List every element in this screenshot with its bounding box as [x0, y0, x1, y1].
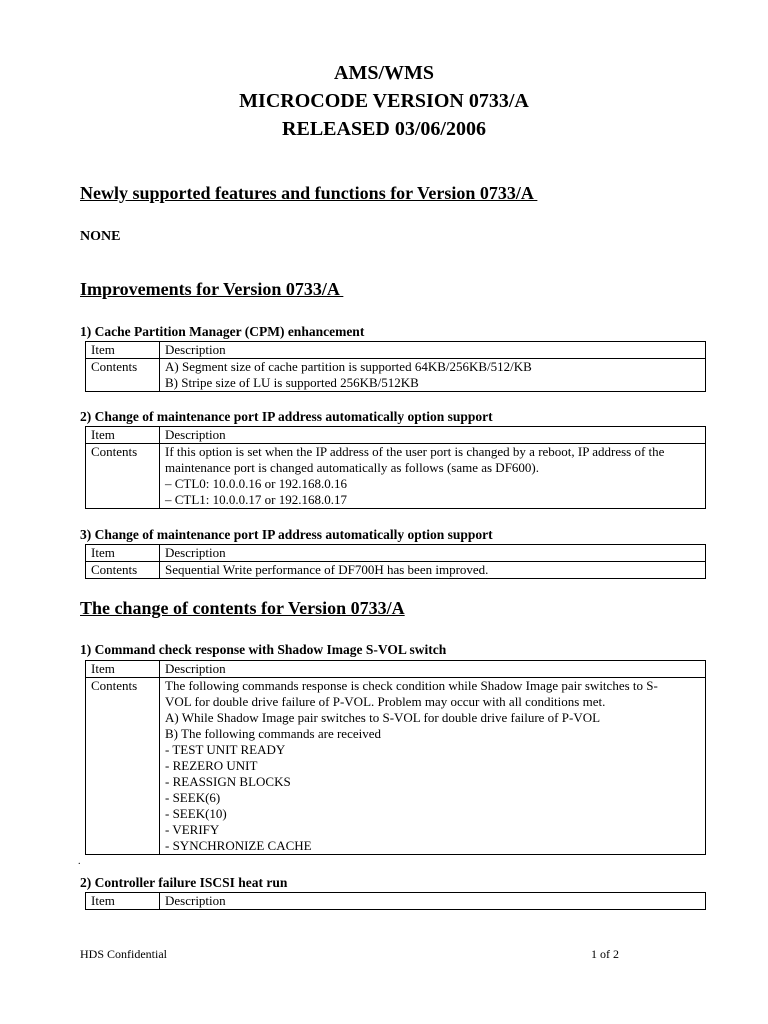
improvement-1-table	[85, 341, 706, 392]
description-line: – CTL1: 10.0.0.17 or 192.168.0.17	[165, 492, 347, 507]
table-header-item: Item	[86, 545, 160, 562]
description-line: - SYNCHRONIZE CACHE	[165, 838, 312, 853]
improvement-1-title: 1) Cache Partition Manager (CPM) enhancement	[80, 324, 365, 339]
document-title-line3: RELEASED 03/06/2006	[282, 118, 486, 140]
description-line: A) While Shadow Image pair switches to S-VOL for double drive failure of P-VOL	[165, 710, 601, 725]
table-header-description: Description	[160, 427, 706, 444]
description-line: maintenance port is changed automatically as follows (same as DF600).	[165, 460, 540, 475]
improvement-3-table	[85, 544, 706, 579]
change-2-table	[85, 892, 706, 910]
description-line: A) Segment size of cache partition is supported 64KB/256KB/512/KB	[165, 359, 532, 374]
description-line: - REZERO UNIT	[165, 758, 258, 773]
table-header-item: Item	[86, 661, 160, 678]
table-header-row	[86, 893, 706, 910]
changes-heading: The change of contents for Version 0733/A	[80, 598, 405, 618]
description-line: If this option is set when the IP address of the user port is changed by a reboot, IP address of the	[165, 444, 665, 459]
table-row-description	[160, 359, 706, 392]
table-row-label: Contents	[86, 562, 160, 579]
change-2-title: 2) Controller failure ISCSI heat run	[80, 875, 288, 890]
table-header-description: Description	[160, 893, 706, 910]
table-row-label: Contents	[86, 678, 160, 855]
table-row	[86, 678, 706, 855]
description-line: VOL for double drive failure of P-VOL. Problem may occur with all conditions met.	[165, 694, 606, 709]
table-header-item: Item	[86, 342, 160, 359]
table-row-description	[160, 562, 706, 579]
description-line: B) Stripe size of LU is supported 256KB/512KB	[165, 375, 419, 390]
table-row-description	[160, 678, 706, 855]
table-header-row	[86, 427, 706, 444]
document-title-line1: AMS/WMS	[334, 62, 434, 84]
table-row	[86, 359, 706, 392]
description-line: The following commands response is check condition while Shadow Image pair switches to S-	[165, 678, 658, 693]
new-features-heading: Newly supported features and functions for Version 0733/A	[80, 183, 538, 203]
table-row	[86, 562, 706, 579]
table-header-description: Description	[160, 661, 706, 678]
description-line: – CTL0: 10.0.0.16 or 192.168.0.16	[165, 476, 347, 491]
change-1-title: 1) Command check response with Shadow Image S-VOL switch	[80, 642, 447, 657]
new-features-body: NONE	[80, 229, 121, 244]
description-line: - TEST UNIT READY	[165, 742, 286, 757]
table-header-row	[86, 661, 706, 678]
document-title-line2: MICROCODE VERSION 0733/A	[239, 90, 529, 112]
description-line: - VERIFY	[165, 822, 220, 837]
table-header-description: Description	[160, 342, 706, 359]
table-header-description: Description	[160, 545, 706, 562]
table-row	[86, 444, 706, 509]
table-header-row	[86, 342, 706, 359]
change-1-table	[85, 660, 706, 855]
improvement-3-title: 3) Change of maintenance port IP address automatically option support	[80, 527, 493, 542]
table-row-label: Contents	[86, 359, 160, 392]
table-row-label: Contents	[86, 444, 160, 509]
table-header-item: Item	[86, 893, 160, 910]
improvements-heading: Improvements for Version 0733/A	[80, 279, 344, 299]
description-line: - REASSIGN BLOCKS	[165, 774, 291, 789]
description-line: - SEEK(6)	[165, 790, 221, 805]
description-line: Sequential Write performance of DF700H has been improved.	[165, 562, 489, 577]
footer-confidential: HDS Confidential	[80, 947, 167, 961]
separator-dot: .	[78, 856, 81, 867]
improvement-2-title: 2) Change of maintenance port IP address automatically option support	[80, 409, 493, 424]
table-header-item: Item	[86, 427, 160, 444]
description-line: - SEEK(10)	[165, 806, 227, 821]
footer-page-number: 1 of 2	[591, 947, 619, 961]
table-row-description	[160, 444, 706, 509]
improvement-2-table	[85, 426, 706, 509]
table-header-row	[86, 545, 706, 562]
description-line: B) The following commands are received	[165, 726, 381, 741]
